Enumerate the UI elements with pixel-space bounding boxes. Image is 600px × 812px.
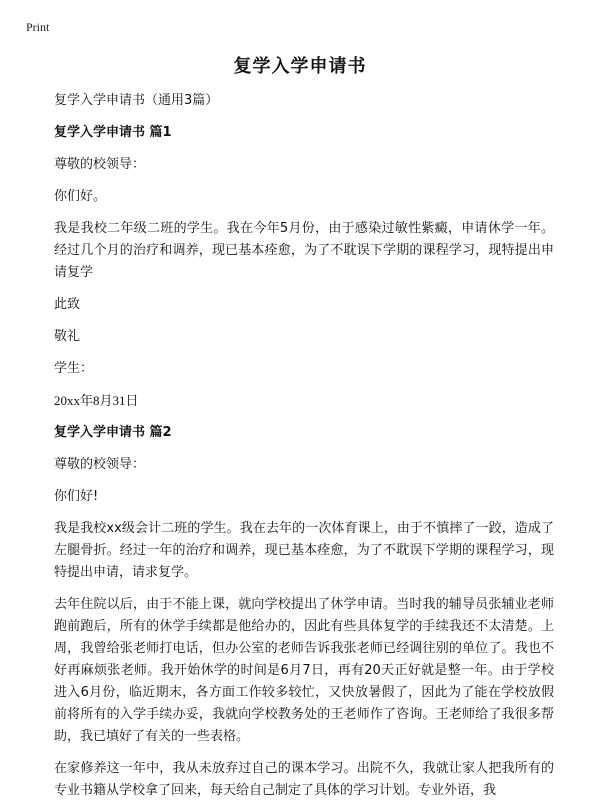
section-2-paragraph-3: 在家修养这一年中，我从未放弃过自己的课本学习。出院不久，我就让家人把我所有的专业书籍从学校拿了回来，每天给自己制定了具体的学习计划。专业外语，我 <box>54 761 554 798</box>
section-1-closing-2: 敬礼 <box>54 329 81 344</box>
document-body <box>54 90 554 812</box>
section-1-body: 我是我校二年级二班的学生。我在今年5月份，由于感染过敏性紫癜，申请休学一年。经过几个月的治疗和调养，现已基本痊愈，为了不耽误下学期的课程学习，现特提出申请复学 <box>54 221 554 280</box>
section-2-salutation: 尊敬的校领导： <box>54 457 146 472</box>
section-1-heading: 复学入学申请书 篇1 <box>54 125 172 140</box>
section-2-paragraph-2: 去年住院以后，由于不能上课，就向学校提出了休学申请。当时我的辅导员张辅业老师跑前跑后，所有的休学手续都是他给办的，因此有些具体复学的手续我还不太清楚。上周，我曾给张老师打电话，但办公室的老师告诉我张老师已经调往别的单位了。我也不好再麻烦张老师。我开始休学的时间是6月7日，再有20天正好就是整一年。由于学校进入6月份，临近期末，各方面工作较多较忙，又快放暑假了，因此为了能在学校放假前将所有的入学手续办妥，我就向学校教务处的王老师作了咨询。王老师给了我很多帮助，我已填好了有关的一些表格。 <box>54 597 554 744</box>
section-1-closing-1: 此致 <box>54 297 81 312</box>
document-subtitle: 复学入学申请书（通用3篇） <box>54 93 219 108</box>
section-2-heading: 复学入学申请书 篇2 <box>54 425 172 440</box>
section-1-greeting: 你们好。 <box>54 189 107 204</box>
section-2-greeting: 你们好! <box>54 489 99 504</box>
section-1-salutation: 尊敬的校领导： <box>54 157 146 172</box>
section-1-date: 20xx年8月31日 <box>54 393 139 408</box>
section-1-signature: 学生： <box>54 361 94 376</box>
page-title: 复学入学申请书 <box>233 56 367 77</box>
section-2-paragraph-1: 我是我校xx级会计二班的学生。我在去年的一次体育课上，由于不慎摔了一跤，造成了左腿骨折。经过一年的治疗和调养，现已基本痊愈，为了不耽误下学期的课程学习，现特提出申请，请求复学。 <box>54 521 554 580</box>
print-link[interactable]: Print <box>26 20 50 34</box>
